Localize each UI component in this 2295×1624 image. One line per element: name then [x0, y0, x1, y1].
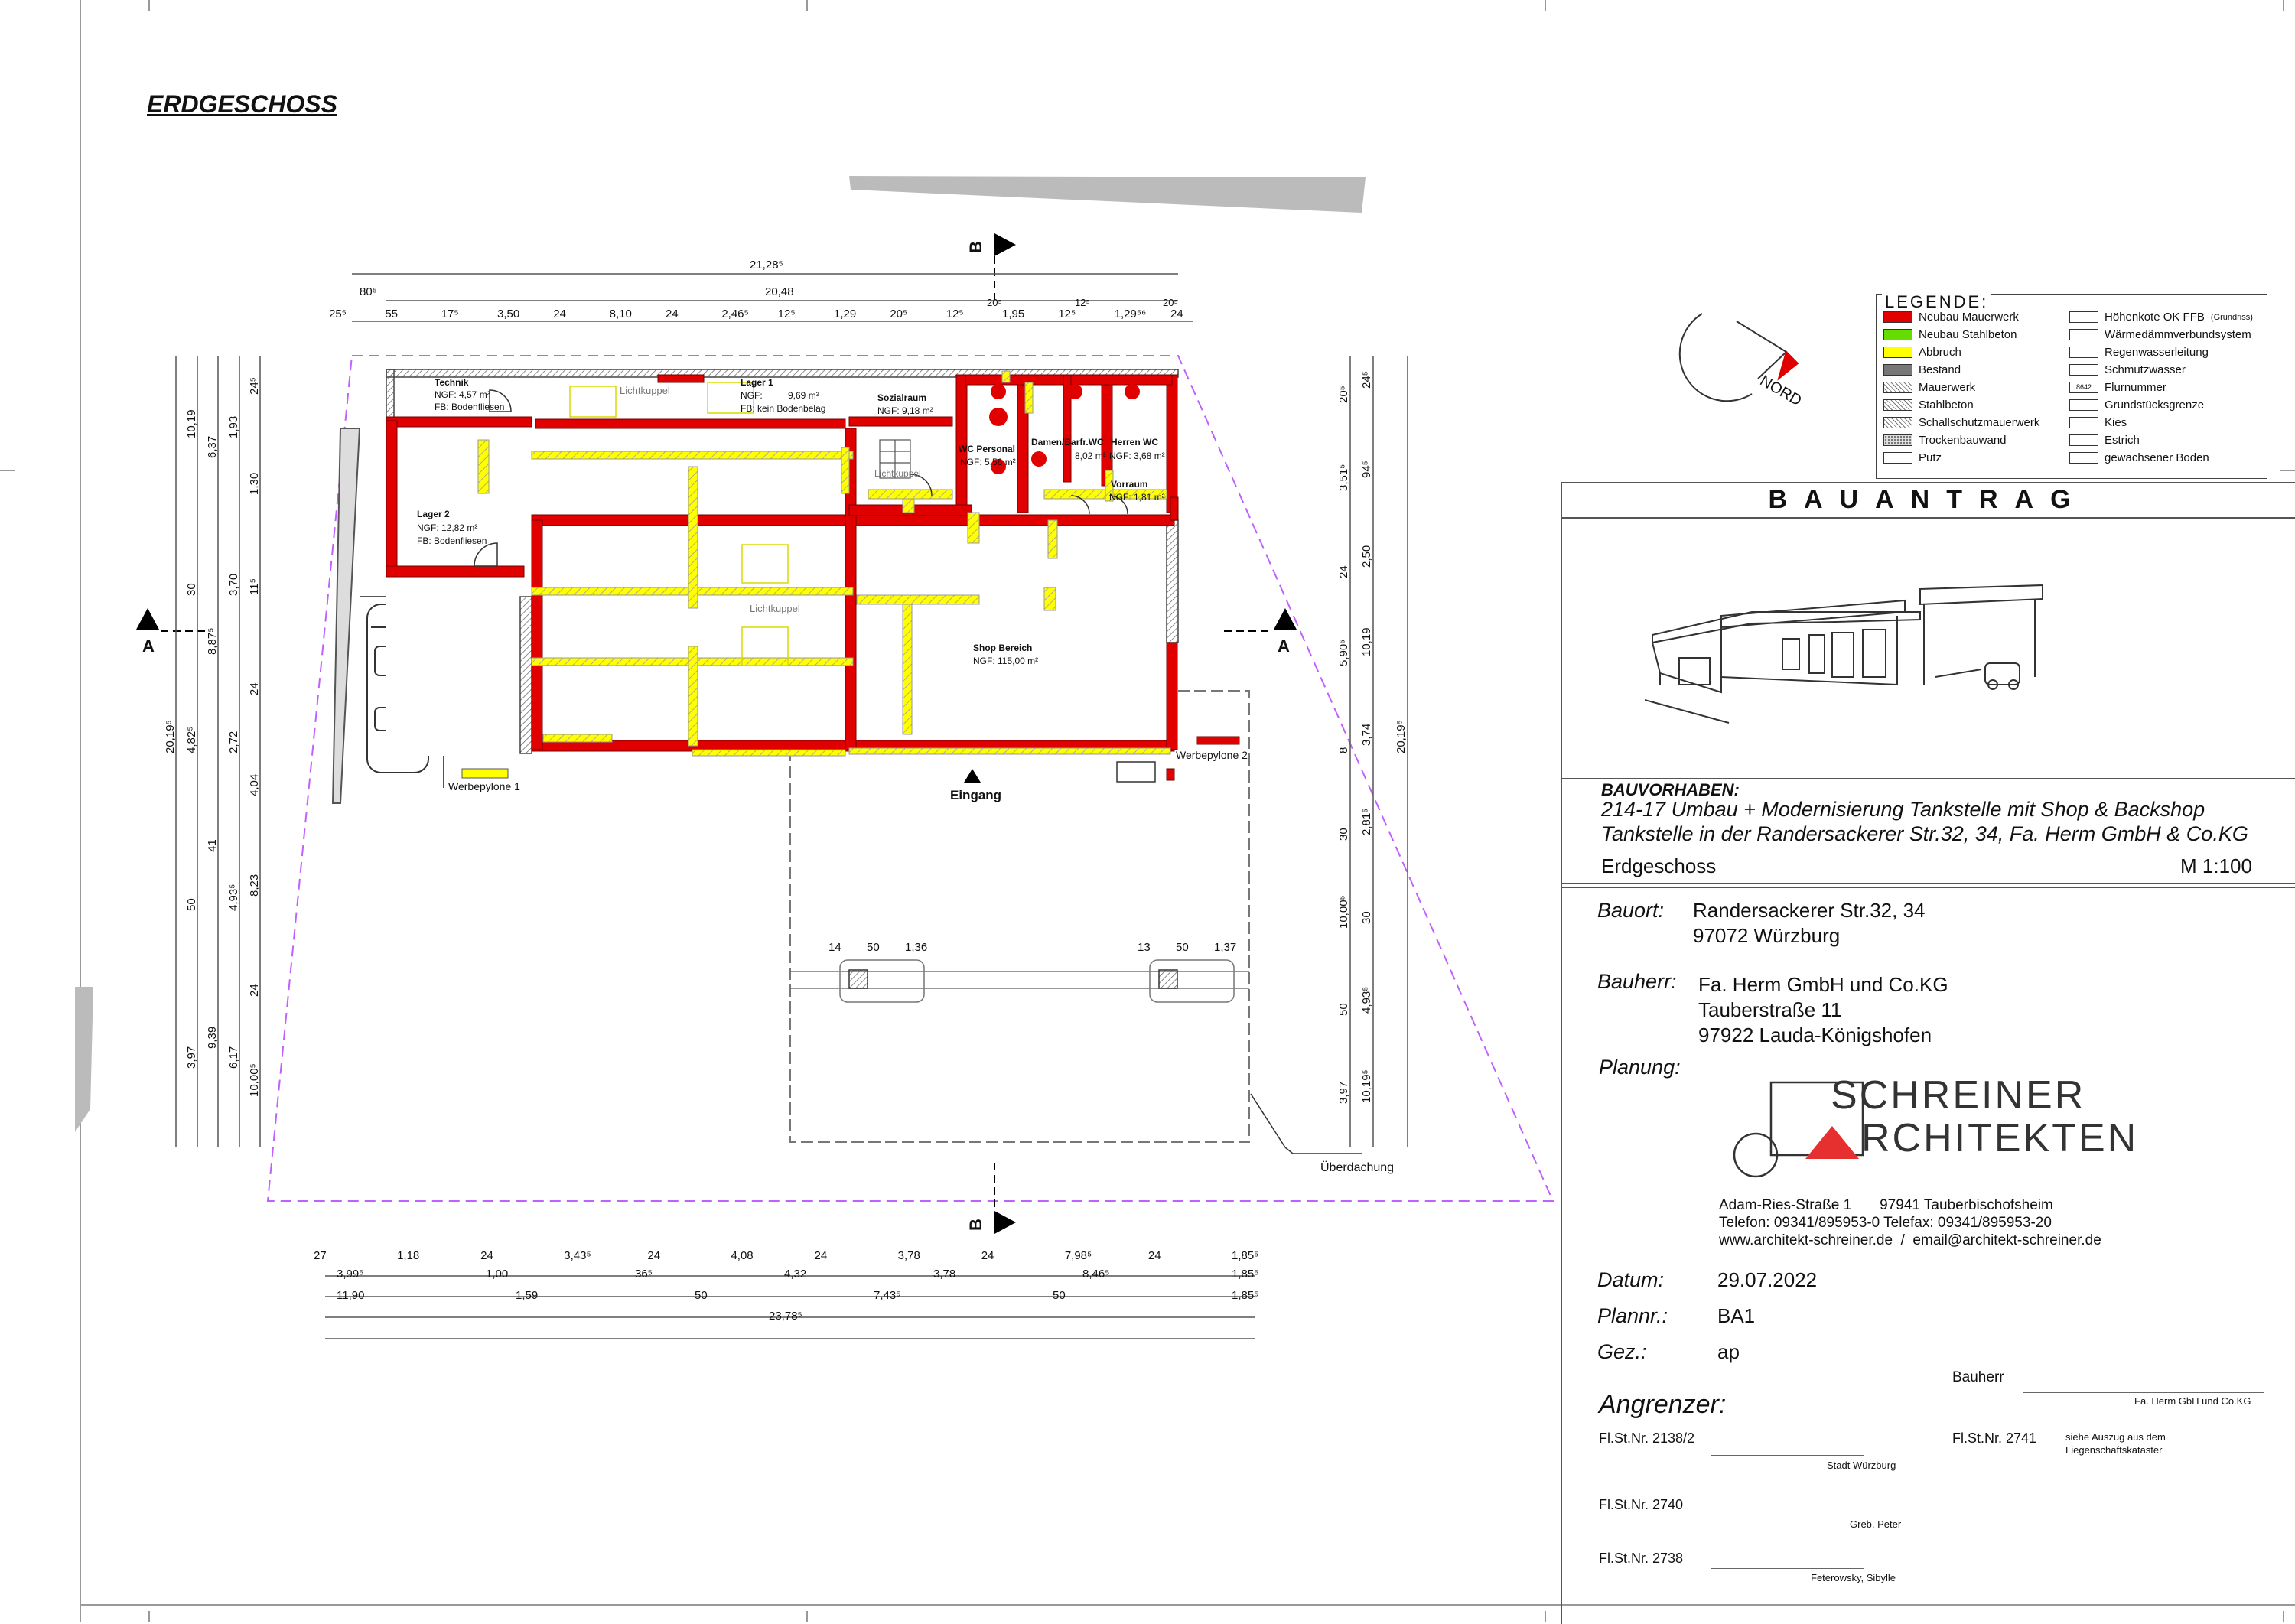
- datum-value: 29.07.2022: [1717, 1268, 1818, 1291]
- room-technik-name: Technik: [435, 377, 469, 388]
- firm-name-top: SCHREINER: [1831, 1073, 2086, 1118]
- dim-left-c2-label-3: 50: [185, 898, 198, 911]
- pylon-2-label: Werbepylone 2: [1176, 749, 1248, 761]
- dim-left-col1: [164, 360, 179, 1147]
- legend-right-item-0: [2069, 311, 2253, 324]
- signature-bauherr-line: [2023, 1392, 2264, 1393]
- dim-left-c4-label-4: 6,17: [227, 1046, 240, 1069]
- dim-right-c2-label-8: 10,19⁵: [1360, 1069, 1373, 1103]
- dim-left-c3-label-1: 8,87⁵: [206, 627, 219, 656]
- section-b-top: [994, 233, 1016, 302]
- dim-bottom-row1-label-5: 4,08: [731, 1249, 754, 1262]
- room-lager1-floor: FB: kein Bodenbelag: [741, 403, 826, 414]
- north-label: NORD: [1756, 372, 1805, 410]
- dim-left-c3-label-0: 6,37: [206, 435, 219, 458]
- tb-divider-2: [1562, 778, 2295, 779]
- neighbor-1-parcel: Fl.St.Nr. 2138/2: [1599, 1430, 1695, 1446]
- dim-bottom-row1-label-0: 27: [314, 1249, 327, 1262]
- dim-top-overall: 21,28⁵: [750, 259, 783, 272]
- room-vorraum-area: NGF: 1,81 m²: [1109, 492, 1165, 503]
- legend-left-item-swatch-8: [1883, 452, 1912, 464]
- bauvorhaben-label: BAUVORHABEN:: [1601, 780, 1740, 799]
- entrance-label: Eingang: [950, 788, 1002, 802]
- legend-left-item-2: [1883, 346, 1961, 359]
- column-dim-left-label-2: 1,36: [905, 941, 928, 954]
- bauort-line2: 97072 Würzburg: [1693, 924, 1841, 947]
- dim-bottom-row1-label-2: 24: [480, 1249, 493, 1262]
- room-technik-floor: FB: Bodenfliesen: [435, 402, 505, 412]
- dim-top-row3-label-0: 25⁵: [329, 308, 347, 321]
- legend-left-item-label-2: Abbruch: [1919, 346, 1961, 359]
- dim-bottom-row3: [337, 1289, 1262, 1304]
- dim-top-row3-label-7: 2,46⁵: [721, 308, 749, 321]
- legend-right-item-8: [2069, 451, 2209, 464]
- dim-right-c2-label-4: 3,74: [1360, 723, 1373, 746]
- neighbor-1-name: Stadt Würzburg: [1827, 1460, 1896, 1471]
- dim-right-c3-label-0: 20,19⁵: [1395, 720, 1408, 753]
- dim-right-c1-label-4: 8: [1337, 747, 1350, 753]
- legend-right-item-swatch-1: [2069, 329, 2098, 340]
- dim-right-c2-label-2: 2,50: [1360, 545, 1373, 568]
- column-dims-right: [1138, 941, 1245, 955]
- parcel-2741: Fl.St.Nr. 2741: [1952, 1430, 2037, 1446]
- bauort-label: Bauort:: [1597, 899, 1665, 922]
- legend-right-item-1: [2069, 328, 2251, 341]
- legend-left-item-label-6: Schallschutzmauerwerk: [1919, 416, 2040, 429]
- legend-title: LEGENDE:: [1882, 292, 1991, 312]
- dim-bottom-row1-label-7: 3,78: [897, 1249, 920, 1262]
- dim-left-col3: [206, 360, 221, 1147]
- neighbor-1-line: [1711, 1455, 1864, 1456]
- room-lager1-name: Lager 1: [741, 377, 773, 388]
- dim-right-c1-label-5: 30: [1337, 828, 1350, 841]
- legend-right-item-swatch-3: [2069, 364, 2098, 376]
- legend-left-column: [1883, 311, 2059, 475]
- legend-right-item-swatch-6: [2069, 417, 2098, 428]
- dim-bottom-row2-label-0: 3,99⁵: [337, 1268, 364, 1281]
- room-shop-area: NGF: 115,00 m²: [973, 656, 1039, 666]
- legend-right-item-swatch-7: [2069, 434, 2098, 446]
- neighbor-3-name: Feterowsky, Sibylle: [1811, 1572, 1896, 1583]
- dim-right-c1-label-0: 20⁵: [1337, 386, 1350, 404]
- firm-name-bottom: RCHITEKTEN: [1861, 1116, 2139, 1160]
- legend-left-item-label-1: Neubau Stahlbeton: [1919, 328, 2017, 341]
- legend-left-item-swatch-2: [1883, 347, 1912, 358]
- dim-bottom-row1-label-11: 1,85⁵: [1232, 1249, 1259, 1262]
- tb-divider-4: [1562, 887, 2295, 888]
- legend-right-item-swatch-0: [2069, 311, 2098, 323]
- firm-address-line3: www.architekt-schreiner.de / email@architekt-schreiner.de: [1719, 1232, 2101, 1248]
- column-dim-right-label-2: 1,37: [1214, 941, 1237, 954]
- neighbor-3-parcel: Fl.St.Nr. 2738: [1599, 1551, 1684, 1566]
- legend-right-item-swatch-5: [2069, 399, 2098, 411]
- dim-left-c3-label-2: 41: [206, 839, 219, 852]
- dim-bottom-row1-label-10: 24: [1148, 1249, 1161, 1262]
- legend-left-item-swatch-4: [1883, 382, 1912, 393]
- legend-left-item-label-0: Neubau Mauerwerk: [1919, 311, 2019, 324]
- dim-bottom-row3-label-0: 11,90: [337, 1289, 365, 1302]
- section-a-right-label: A: [1278, 636, 1290, 656]
- section-a-left-label: A: [142, 636, 155, 656]
- legend-right-item-label-8: gewachsener Boden: [2105, 451, 2209, 464]
- legend-right-item-5: [2069, 399, 2204, 412]
- bauvorhaben-line2: Tankstelle in der Randersackerer Str.32, 34, Fa. Herm GmbH & Co.KG: [1601, 822, 2248, 845]
- dim-left-col4: [227, 360, 243, 1147]
- pylon-1-label: Werbepylone 1: [448, 780, 520, 792]
- canopy-label: Überdachung: [1320, 1161, 1395, 1174]
- dim-bottom-row1-label-9: 7,98⁵: [1064, 1249, 1092, 1262]
- dim-right-c1-label-7: 50: [1337, 1003, 1350, 1017]
- dim-left-c4-label-0: 1,93: [227, 415, 240, 438]
- canopy-beam: [790, 960, 1249, 1002]
- legend-right-item-swatch-8: [2069, 452, 2098, 464]
- dim-left-c1-label-0: 20,19⁵: [164, 720, 177, 753]
- dim-bottom-row2-label-6: 1,85⁵: [1232, 1268, 1259, 1281]
- legend-left-item-0: [1883, 311, 2019, 324]
- dim-top-row3-upper: [987, 297, 1193, 311]
- dim-left-c5-label-2: 11⁵: [248, 578, 261, 596]
- parcel-2741-note1: siehe Auszug aus dem: [2066, 1431, 2166, 1443]
- legend-left-item-8: [1883, 451, 1942, 464]
- legend-left-item-1: [1883, 328, 2017, 341]
- legend-left-item-5: [1883, 399, 1974, 412]
- dim-left-c5-label-3: 24: [248, 682, 261, 696]
- dim-bottom-row3-label-2: 50: [695, 1289, 708, 1302]
- dim-left-c2-label-2: 4,82⁵: [185, 726, 198, 753]
- drawing-title: ERDGESCHOSS: [147, 90, 337, 118]
- legend-left-item-3: [1883, 363, 1961, 376]
- section-a-right: [1224, 608, 1297, 631]
- dim-bottom-row2: [337, 1268, 1262, 1283]
- dim-bottom-row2-label-5: 8,46⁵: [1082, 1268, 1110, 1281]
- dim-right-c1-label-6: 10,00⁵: [1337, 895, 1350, 929]
- room-damen-wc-name: Damen/Barfr.WC: [1031, 437, 1104, 447]
- side-wall: [333, 428, 360, 803]
- room-wc-personal-name: WC Personal: [959, 444, 1016, 454]
- legend-right-column: [2069, 311, 2264, 475]
- neighbor-2-parcel: Fl.St.Nr. 2740: [1599, 1497, 1684, 1512]
- legend-right-item-label-3: Schmutzwasser: [2105, 363, 2186, 376]
- dim-left-c3-label-3: 9,39: [206, 1027, 219, 1050]
- dim-bottom-row1-label-4: 24: [647, 1249, 661, 1262]
- tb-divider-1: [1562, 517, 2295, 519]
- bauantrag-heading: BAUANTRAG: [1768, 485, 2088, 514]
- bauvorhaben-line1: 214-17 Umbau + Modernisierung Tankstelle mit Shop & Backshop: [1601, 798, 2205, 821]
- legend-left-item-swatch-3: [1883, 364, 1912, 376]
- tb-divider-3: [1562, 883, 2295, 884]
- firm-address-line2: Telefon: 09341/895953-0 Telefax: 09341/895953-20: [1719, 1215, 2052, 1231]
- gez-label: Gez.:: [1597, 1340, 1647, 1363]
- legend-right-item-6: [2069, 416, 2127, 429]
- section-b-top-label: B: [965, 241, 985, 253]
- dim-bottom-row2-label-1: 1,00: [486, 1268, 509, 1281]
- dim-left-col5: [248, 344, 263, 1147]
- room-lager2-area: NGF: 12,82 m²: [417, 522, 478, 533]
- legend-left-item-4: [1883, 381, 1975, 394]
- dim-top-row3-label-11: 12⁵: [946, 308, 964, 321]
- dim-top-row3-label-5: 8,10: [609, 308, 632, 321]
- dim-top-row3-upper-label-0: 20⁵: [987, 297, 1002, 308]
- dim-top-row3-label-6: 24: [666, 308, 679, 321]
- building: [386, 369, 1239, 782]
- pylon-2-marker: [1197, 737, 1239, 744]
- skylight-label-1: Lichtkuppel: [620, 385, 670, 396]
- dim-bottom-row3-label-5: 1,85⁵: [1232, 1289, 1259, 1302]
- dim-top-row3-label-2: 17⁵: [441, 308, 459, 321]
- dim-bottom-row2-label-3: 4,32: [784, 1268, 807, 1281]
- shade-mark-top: [849, 176, 1366, 213]
- firm-address-line1: Adam-Ries-Straße 1 97941 Tauberbischofsheim: [1719, 1197, 2053, 1213]
- dim-bottom-row3-label-3: 7,43⁵: [874, 1289, 901, 1302]
- signature-bauherr-label: Bauherr: [1952, 1369, 2004, 1385]
- dim-bottom-row3-label-4: 50: [1053, 1289, 1066, 1302]
- room-sozialraum-area: NGF: 9,18 m²: [877, 405, 933, 416]
- bauherr-line1: Fa. Herm GmbH und Co.KG: [1698, 973, 1948, 996]
- room-lager2-name: Lager 2: [417, 509, 450, 519]
- legend-right-item-2: [2069, 346, 2209, 359]
- bauherr-line2: Tauberstraße 11: [1698, 998, 1842, 1021]
- legend-left-item-6: [1883, 416, 2039, 429]
- dim-top-row3-label-12: 1,95: [1002, 308, 1025, 321]
- dim-top-row3-label-15: 24: [1170, 308, 1183, 321]
- dim-left-c4-label-3: 4,93⁵: [227, 884, 240, 911]
- dim-right-c2-label-6: 30: [1360, 911, 1373, 925]
- room-lager2-floor: FB: Bodenfliesen: [417, 535, 487, 546]
- room-lager1-area: NGF: 9,69 m²: [741, 390, 819, 401]
- legend-left-item-7: [1883, 434, 2007, 447]
- column-dim-right-label-0: 13: [1138, 941, 1151, 954]
- dim-bottom-row3-label-1: 1,59: [516, 1289, 539, 1302]
- dim-top-row3-label-14: 1,29⁵⁶: [1114, 308, 1147, 321]
- legend-left-item-swatch-5: [1883, 399, 1912, 411]
- gez-value: ap: [1717, 1340, 1740, 1363]
- legend-right-item-label-1: Wärmedämmverbundsystem: [2105, 328, 2251, 341]
- skylight-label-2: Lichtkuppel: [750, 603, 800, 614]
- room-wc-personal-area: NGF: 5,56 m²: [960, 457, 1016, 467]
- legend-left-item-label-5: Stahlbeton: [1919, 399, 1974, 412]
- column-dim-left-label-1: 50: [867, 941, 880, 954]
- dim-top-row3-upper-label-2: 20⁵: [1163, 297, 1178, 308]
- dim-left-c2-label-1: 30: [185, 583, 198, 596]
- room-shop-name: Shop Bereich: [973, 643, 1033, 653]
- legend-right-item-label-6: Kies: [2105, 416, 2127, 429]
- dim-top-row3-label-10: 20⁵: [890, 308, 908, 321]
- dim-bottom-row2-label-4: 3,78: [933, 1268, 956, 1281]
- dim-bottom-row1-label-6: 24: [814, 1249, 828, 1262]
- sheet-scale: M 1:100: [2180, 854, 2252, 877]
- legend-right-item-swatch-4: 8642: [2069, 382, 2098, 393]
- column-dim-right-label-1: 50: [1176, 941, 1189, 954]
- legend-right-item-4: [2069, 381, 2166, 394]
- building-perspective-sketch: [1645, 570, 2058, 731]
- legend-left-item-swatch-7: [1883, 434, 1912, 446]
- legend-left-item-label-3: Bestand: [1919, 363, 1961, 376]
- dim-left-c5-label-5: 8,23: [248, 874, 261, 897]
- legend-right-item-label-4: Flurnummer: [2105, 381, 2166, 394]
- dim-bottom-row1-label-1: 1,18: [397, 1249, 420, 1262]
- dim-left-c4-label-2: 2,72: [227, 731, 240, 753]
- dim-bottom-row1-label-8: 24: [981, 1249, 994, 1262]
- room-technik-area: NGF: 4,57 m²: [435, 389, 490, 400]
- plannr-label: Plannr.:: [1597, 1304, 1668, 1327]
- legend-left-item-swatch-6: [1883, 417, 1912, 428]
- dim-left-c2-label-0: 10,19: [185, 409, 198, 438]
- dim-right-c2-label-5: 2,81⁵: [1360, 808, 1373, 835]
- bauort-line1: Randersackerer Str.32, 34: [1693, 899, 1926, 922]
- legend-left-item-label-8: Putz: [1919, 451, 1942, 464]
- dim-top-row3-label-9: 1,29: [834, 308, 857, 321]
- datum-label: Datum:: [1597, 1268, 1665, 1291]
- bauherr-line3: 97922 Lauda-Königshofen: [1698, 1024, 1932, 1046]
- dim-top-row3-label-4: 24: [553, 308, 567, 321]
- legend-left-item-label-4: Mauerwerk: [1919, 381, 1976, 394]
- legend-right-item-label-7: Estrich: [2105, 434, 2140, 447]
- signature-bauherr-name: Fa. Herm GbH und Co.KG: [2134, 1395, 2251, 1407]
- legend-right-item-7: [2069, 434, 2140, 447]
- dim-left-col2: [185, 360, 200, 1147]
- plannr-value: BA1: [1717, 1304, 1756, 1327]
- dim-right-c2-label-7: 4,93⁵: [1360, 986, 1373, 1014]
- skylight-label-3: Lichtkuppel: [874, 468, 921, 479]
- dim-left-c5-label-6: 24: [248, 984, 261, 998]
- legend-right-item-3: [2069, 363, 2186, 376]
- room-herren-wc-area: NGF: 3,68 m²: [1109, 451, 1165, 461]
- planung-label: Planung:: [1599, 1056, 1681, 1079]
- dim-top-row3-label-8: 12⁵: [777, 308, 796, 321]
- dim-right-c1-label-3: 5,90⁵: [1337, 639, 1350, 666]
- legend-right-item-note-0: (Grundriss): [2210, 312, 2253, 322]
- legend-left-item-label-7: Trockenbauwand: [1919, 434, 2007, 447]
- entrance-arrow-icon: [964, 769, 981, 783]
- dim-bottom-row1: [314, 1249, 1262, 1264]
- dim-bottom-row2-label-2: 36⁵: [635, 1268, 653, 1281]
- legend-right-item-label-2: Regenwasserleitung: [2105, 346, 2209, 359]
- parcel-2741-note2: Liegenschaftskataster: [2066, 1444, 2163, 1456]
- legend-right-item-label-5: Grundstücksgrenze: [2105, 399, 2205, 412]
- sheet-name: Erdgeschoss: [1601, 854, 1717, 877]
- dim-top-row3-label-3: 3,50: [497, 308, 520, 321]
- dim-right-c1-label-1: 3,51⁵: [1337, 464, 1350, 491]
- dim-top-row2-a: 80⁵: [360, 285, 377, 298]
- dim-left-c2-label-4: 3,97: [185, 1046, 198, 1069]
- dim-top-row3-label-13: 12⁵: [1058, 308, 1076, 321]
- bauherr-label: Bauherr:: [1597, 970, 1677, 993]
- column-dims-left: [828, 941, 936, 955]
- room-sozialraum-name: Sozialraum: [877, 392, 927, 403]
- dim-left-c5-label-7: 10,00⁵: [248, 1063, 261, 1098]
- legend-right-item-label-0: Höhenkote OK FFB: [2105, 311, 2205, 324]
- dim-right-col1: [1337, 360, 1353, 1147]
- dim-left-c5-label-1: 1,30: [248, 472, 261, 495]
- shade-mark-left: [75, 987, 93, 1132]
- room-vorraum-name: Vorraum: [1111, 479, 1148, 490]
- legend-left-item-swatch-1: [1883, 329, 1912, 340]
- section-b-bottom: [994, 1163, 1016, 1234]
- dim-left-c4-label-1: 3,70: [227, 573, 240, 596]
- dim-top-row2-b: 20,48: [765, 285, 794, 298]
- legend-left-item-swatch-0: [1883, 311, 1912, 323]
- dim-top-row3-label-1: 55: [385, 308, 399, 321]
- dim-left-c5-label-4: 4,04: [248, 773, 261, 796]
- section-b-bottom-label: B: [965, 1219, 985, 1231]
- room-herren-wc-name: Herren WC: [1111, 437, 1159, 447]
- dim-top-row3-upper-label-1: 12⁵: [1075, 297, 1090, 308]
- dim-right-c2-label-1: 94⁵: [1360, 461, 1373, 478]
- dim-right-c2-label-3: 10,19: [1360, 627, 1373, 657]
- neighbor-3-line: [1711, 1568, 1864, 1569]
- dim-bottom-overall: 23,78⁵: [769, 1310, 802, 1323]
- column-dim-left-label-0: 14: [828, 941, 842, 954]
- dim-right-c1-label-8: 3,97: [1337, 1081, 1350, 1104]
- legend-right-item-swatch-2: [2069, 347, 2098, 358]
- dim-bottom-row1-label-3: 3,43⁵: [564, 1249, 591, 1262]
- angrenzer-label: Angrenzer:: [1599, 1390, 1727, 1419]
- dim-left-c5-label-0: 24⁵: [248, 376, 261, 395]
- dim-right-c2-label-0: 24⁵: [1360, 371, 1373, 389]
- room-damen-wc-area: 8,02 m²: [1075, 451, 1106, 461]
- neighbor-2-name: Greb, Peter: [1850, 1518, 1902, 1530]
- pylon-1-marker: [462, 769, 508, 778]
- dim-right-col2: [1360, 344, 1375, 1147]
- dim-right-col3: [1395, 360, 1410, 1147]
- dim-right-c1-label-2: 24: [1337, 565, 1350, 579]
